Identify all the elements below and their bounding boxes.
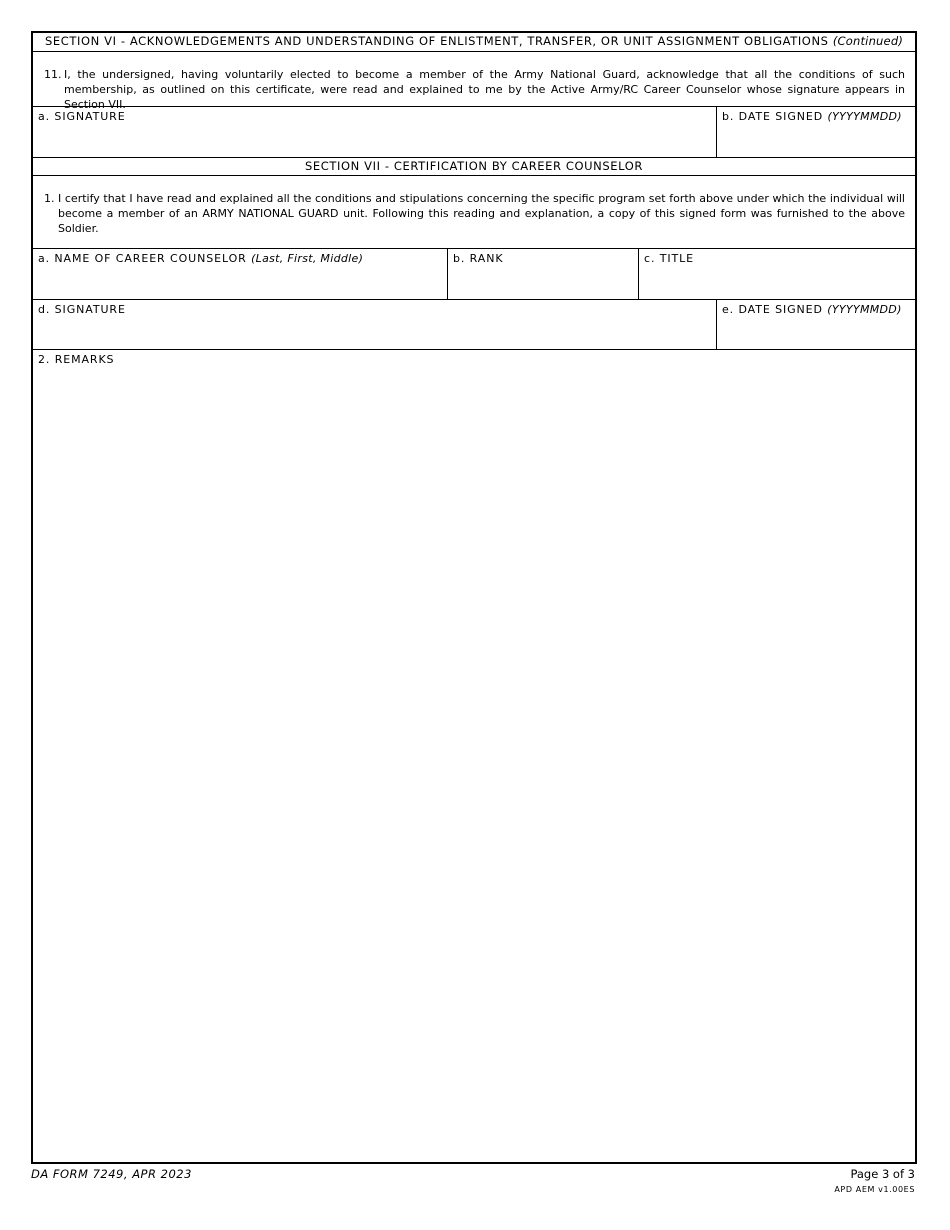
counselor-signature-label: d. SIGNATURE	[38, 303, 126, 316]
form-identifier: DA FORM 7249, APR 2023	[31, 1167, 192, 1181]
applicant-date-label-text: b. DATE SIGNED	[722, 110, 824, 123]
section-6-title: SECTION VI - ACKNOWLEDGEMENTS AND UNDERSTANDING OF ENLISTMENT, TRANSFER, OR UNIT ASSIGNMENT OBLIGATIONS	[44, 34, 829, 48]
remarks-label: 2. REMARKS	[38, 353, 115, 366]
counselor-rank-cell[interactable]	[447, 249, 638, 299]
item-11-text: I, the undersigned, having voluntarily elected to become a member of the Army National Guard, acknowledge that all the conditions of such membership, as outlined on this certificate, were read and explained to me by the Active Army/RC Career Counselor whose signature appears in Section VII.	[64, 68, 905, 111]
item-1-paragraph	[44, 191, 905, 236]
counselor-signature-field[interactable]	[38, 328, 711, 346]
item-1-text: I certify that I have read and explained all the conditions and stipulations concerning the specific program set forth above under which the individual will become a member of an ARMY NATIONAL GUARD unit. Following this reading and explanation, a copy of this signed form was furnished to the above Soldier.	[58, 192, 905, 235]
counselor-title-label: c. TITLE	[644, 252, 695, 265]
applicant-signature-label: a. SIGNATURE	[38, 110, 126, 123]
counselor-name-cell[interactable]	[33, 249, 447, 299]
counselor-date-field[interactable]	[722, 328, 910, 346]
section-6-title-suffix: (Continued)	[832, 34, 904, 48]
applicant-date-format: (YYYYMMDD)	[827, 110, 902, 123]
counselor-date-label-text: e. DATE SIGNED	[722, 303, 823, 316]
section-7-title: SECTION VII - CERTIFICATION BY CAREER COUNSELOR	[305, 159, 643, 173]
remarks-block[interactable]	[33, 350, 915, 1162]
applicant-date-label	[717, 107, 915, 126]
counselor-date-label	[717, 300, 915, 319]
remarks-field[interactable]	[38, 372, 910, 1157]
item-1-number: 1.	[44, 192, 55, 205]
applicant-date-field[interactable]	[722, 136, 910, 154]
item-1-block	[33, 176, 915, 249]
applicant-date-cell[interactable]	[716, 107, 915, 157]
item-11-number: 11.	[44, 68, 62, 81]
counselor-info-row	[33, 249, 915, 300]
version-code: APD AEM v1.00ES	[834, 1185, 915, 1194]
counselor-date-cell[interactable]	[716, 300, 915, 349]
counselor-name-format: (Last, First, Middle)	[251, 252, 364, 265]
counselor-rank-field[interactable]	[453, 278, 633, 296]
section-7-header	[33, 158, 915, 176]
applicant-signature-cell[interactable]	[33, 107, 716, 157]
page-number: Page 3 of 3	[850, 1167, 915, 1181]
counselor-title-field[interactable]	[644, 278, 910, 296]
counselor-signature-cell[interactable]	[33, 300, 716, 349]
item-11-paragraph	[44, 67, 905, 112]
counselor-name-label	[33, 249, 447, 268]
applicant-signature-field[interactable]	[38, 136, 711, 154]
counselor-date-format: (YYYYMMDD)	[827, 303, 902, 316]
item-11-block	[33, 52, 915, 111]
section-6-signature-row	[33, 107, 915, 158]
form-page	[31, 31, 917, 1164]
counselor-name-field[interactable]	[38, 278, 442, 296]
counselor-name-label-text: a. NAME OF CAREER COUNSELOR	[38, 252, 247, 265]
section-6-header	[33, 33, 915, 52]
counselor-title-cell[interactable]	[638, 249, 915, 299]
counselor-signature-row	[33, 300, 915, 350]
counselor-rank-label: b. RANK	[453, 252, 504, 265]
